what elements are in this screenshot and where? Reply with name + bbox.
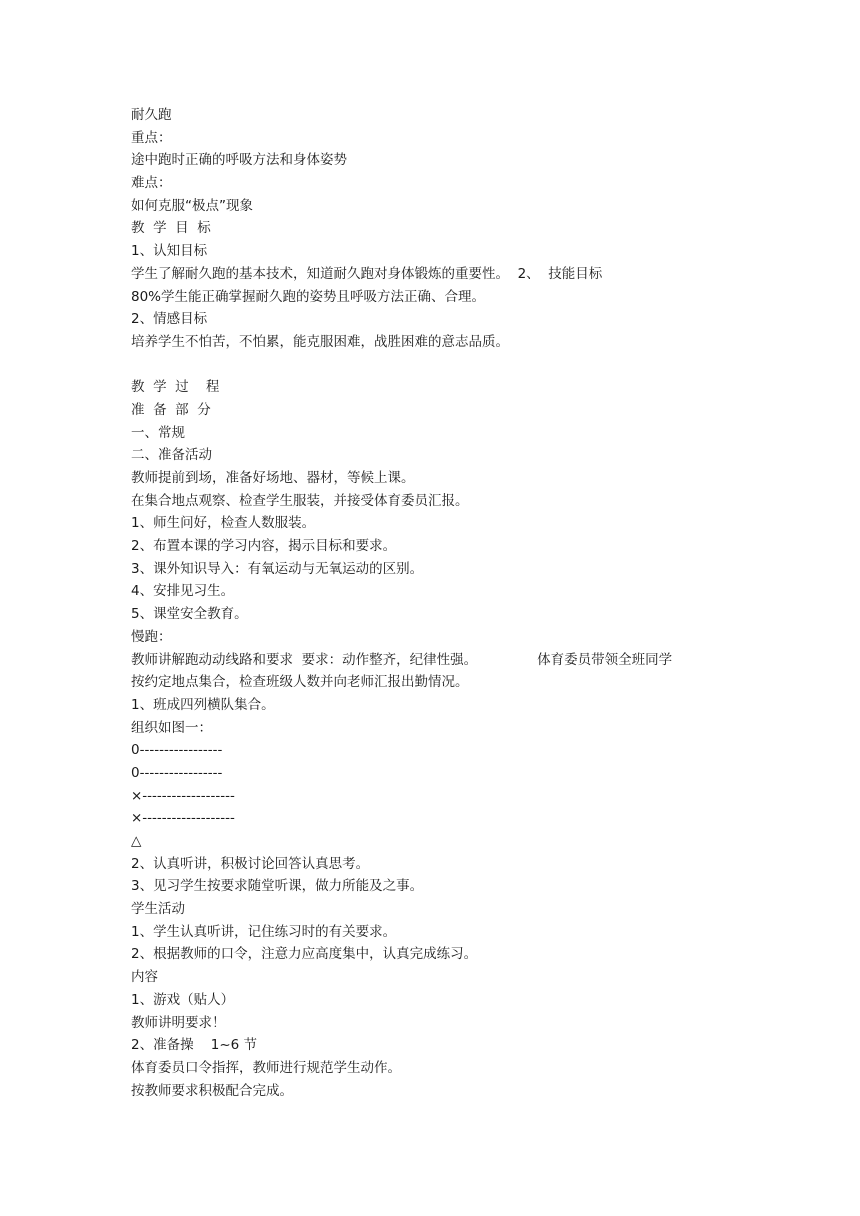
student-activity-heading: 学生活动 [131, 901, 185, 918]
formation-row: 0----------------- [131, 764, 223, 781]
formation-row: ×------------------- [131, 810, 235, 827]
jogging-heading: 慢跑： [131, 628, 172, 645]
blank-line [131, 354, 771, 377]
paragraph-line: 按约定地点集合，检查班级人数并向老师汇报出勤情况。 [131, 674, 469, 691]
key-point-text: 途中跑时正确的呼吸方法和身体姿势 [131, 152, 347, 169]
list-item: 2、根据教师的口令，注意力应高度集中，认真完成练习。 [131, 946, 478, 963]
teacher-marker: △ [131, 833, 142, 849]
difficulty-text: 如何克服“极点”现象 [131, 197, 253, 214]
formation-row: ×------------------- [131, 787, 235, 804]
formation-caption: 组织如图一： [131, 719, 212, 736]
cognitive-goal-heading: 1、认知目标 [131, 243, 208, 260]
list-item: 1、学生认真听讲，记住练习时的有关要求。 [131, 923, 397, 940]
list-item: 1、班成四列横队集合。 [131, 696, 275, 713]
routine-heading: 一、常规 [131, 424, 185, 441]
paragraph-line: 教师讲解跑动动线路和要求 要求：动作整齐，纪律性强。 体育委员带领全班同学 [131, 651, 673, 668]
content-heading: 内容 [131, 969, 158, 986]
affective-goal-text: 培养学生不怕苦，不怕累，能克服困难，战胜困难的意志品质。 [131, 333, 509, 350]
affective-goal-heading: 2、情感目标 [131, 311, 208, 328]
list-item: 5、课堂安全教育。 [131, 606, 248, 623]
formation-row: 0----------------- [131, 742, 223, 759]
list-item: 2、布置本课的学习内容，揭示目标和要求。 [131, 538, 397, 555]
list-item: 2、准备操 1~6 节 [131, 1037, 258, 1054]
difficulty-heading: 难点： [131, 175, 172, 192]
list-item: 1、师生问好，检查人数服装。 [131, 515, 316, 532]
preparation-heading: 准 备 部 分 [131, 401, 211, 418]
paragraph-line: 体育委员口令指挥，教师进行规范学生动作。 [131, 1059, 401, 1076]
doc-title: 耐久跑 [131, 107, 172, 123]
list-item: 3、课外知识导入：有氧运动与无氧运动的区别。 [131, 560, 424, 577]
paragraph-line: 教师提前到场，准备好场地、器材，等候上课。 [131, 470, 415, 486]
cognitive-goal-text: 学生了解耐久跑的基本技术，知道耐久跑对身体锻炼的重要性。 2、 技能目标 [131, 265, 603, 282]
list-item: 4、安排见习生。 [131, 583, 235, 600]
list-item: 3、见习学生按要求随堂听课，做力所能及之事。 [131, 878, 424, 895]
key-point-heading: 重点： [131, 129, 172, 146]
document-body [131, 104, 771, 1102]
skill-goal-text: 80%学生能正确掌握耐久跑的姿势且呼吸方法正确、合理。 [131, 288, 486, 305]
list-item: 1、游戏（贴人） [131, 991, 235, 1008]
paragraph-line: 教师讲明要求！ [131, 1014, 226, 1031]
objectives-heading: 教 学 目 标 [131, 220, 211, 237]
list-item: 2、认真听讲，积极讨论回答认真思考。 [131, 855, 370, 872]
paragraph-line: 按教师要求积极配合完成。 [131, 1082, 293, 1099]
warmup-heading: 二、准备活动 [131, 447, 212, 464]
paragraph-line: 在集合地点观察、检查学生服装，并接受体育委员汇报。 [131, 492, 469, 509]
process-heading: 教 学 过 程 [131, 379, 220, 396]
